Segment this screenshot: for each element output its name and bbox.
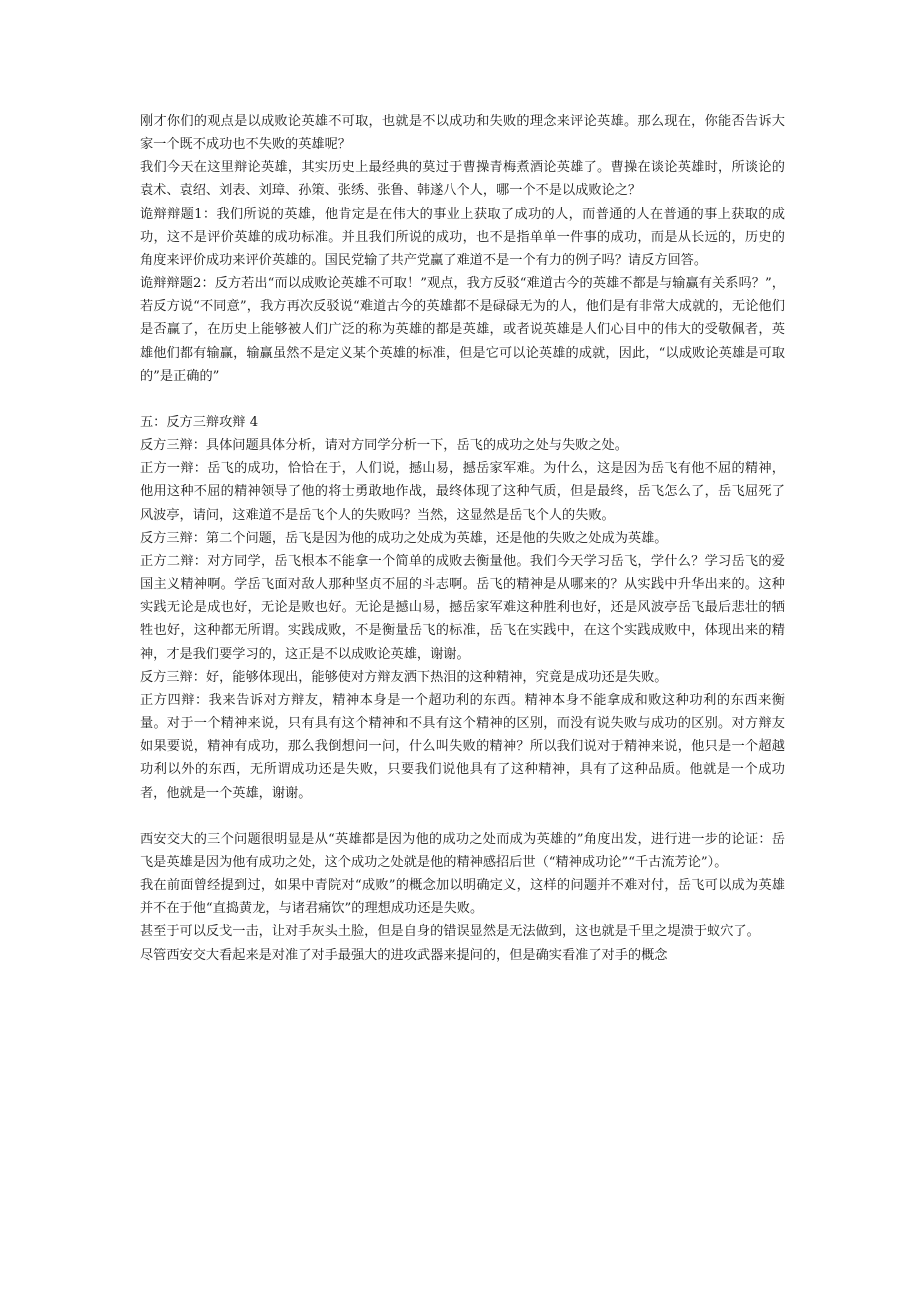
paragraph-pro-first-a1: 正方一辩：岳飞的成功，恰恰在于，人们说，撼山易，撼岳家军难。为什么，这是因为岳飞有他不屈的精神，他用这种不屈的精神领导了他的将士勇敢地作战，最终体现了这种气质，但是最终，岳飞怎么了，岳飞屈死了风波亭，请问，这难道不是岳飞个人的失败吗？当然，这显然是岳飞个人的失败。 <box>140 461 785 523</box>
paragraph-pro-fourth-a3: 正方四辩：我来告诉对方辩友，精神本身是一个超功利的东西。精神本身不能拿成和败这种功利的东西来衡量。对于一个精神来说，只有具有这个精神和不具有这个精神的区别，而没有说失败与成功的区别。对方辩友如果要说，精神有成功，那么我倒想问一问，什么叫失败的精神？所以我们说对于精神来说，他只是一个超越功利以外的东西，无所谓成功还是失败，只要我们说他具有了这种精神，具有了这种品质。他就是一个成功者，他就是一个英雄，谢谢。 <box>140 692 785 801</box>
section-heading: 五：反方三辩攻辩 4 <box>140 415 259 431</box>
paragraph-con-third-q2: 反方三辩：第二个问题，岳飞是因为他的成功之处成为英雄，还是他的失败之处成为英雄。 <box>140 530 668 546</box>
paragraph-pro-second-a2: 正方二辩：对方同学，岳飞根本不能拿一个简单的成败去衡量他。我们今天学习岳飞，学什么？学习岳飞的爱国主义精神啊。学岳飞面对敌人那种坚贞不屈的斗志啊。岳飞的精神是从哪来的？从实践中升华出来的。这种实践无论是成也好，无论是败也好。无论是撼山易，撼岳家军难这种胜利也好，还是风波亭岳飞最后悲壮的牺牲也好，这种都无所谓。实践成败，不是衡量岳飞的标准，岳飞在实践中，在这个实践成败中，体现出来的精神，才是我们要学习的，这正是不以成败论英雄，谢谢。 <box>140 553 785 662</box>
paragraph-analysis-3: 甚至于可以反戈一击，让对手灰头土脸，但是自身的错误显然是无法做到，这也就是千里之堤溃于蚁穴了。 <box>140 924 760 940</box>
paragraph-cao-cao: 我们今天在这里辩论英雄，其实历史上最经典的莫过于曹操青梅煮酒论英雄了。曹操在谈论英雄时，所谈论的袁术、袁绍、刘表、刘璋、孙策、张绣、张鲁、韩遂八个人，哪一个不是以成败论之？ <box>140 160 785 199</box>
paragraph-sophistry-1: 诡辩辩题1：我们所说的英雄，他肯定是在伟大的事业上获取了成功的人，而普通的人在普通的事上获取的成功，这不是评价英雄的成功标准。并且我们所说的成功，也不是指单单一件事的成功，而是从长远的，历史的角度来评价成功来评价英雄的。国民党输了共产党赢了难道不是一个有力的例子吗？请反方回答。 <box>140 206 785 268</box>
blank-line <box>140 805 785 828</box>
paragraph-analysis-2: 我在前面曾经提到过，如果中青院对“成败”的概念加以明确定义，这样的问题并不难对付，岳飞可以成为英雄并不在于他“直捣黄龙，与诸君痛饮”的理想成功还是失败。 <box>140 878 785 917</box>
blank-line <box>140 388 785 411</box>
paragraph-analysis-4: 尽管西安交大看起来是对准了对手最强大的进攻武器来提问的，但是确实看准了对手的概念 <box>140 947 668 963</box>
paragraph-analysis-1: 西安交大的三个问题很明显是从“英雄都是因为他的成功之处而成为英雄的”角度出发，进行进一步的论证：岳飞是英雄是因为他有成功之处，这个成功之处就是他的精神感招后世（“精神成功论”“千古流芳论”）。 <box>140 831 785 870</box>
paragraph-con-third-q1: 反方三辩：具体问题具体分析，请对方同学分析一下，岳飞的成功之处与失败之处。 <box>140 438 628 454</box>
document-body <box>140 110 785 967</box>
paragraph-opening-question: 刚才你们的观点是以成败论英雄不可取，也就是不以成功和失败的理念来评论英雄。那么现在，你能否告诉大家一个既不成功也不失败的英雄呢？ <box>140 114 785 153</box>
paragraph-sophistry-2: 诡辩辩题2：反方若出“而以成败论英雄不可取！”观点，我方反驳“难道古今的英雄不都是与输赢有关系吗？”，若反方说“不同意”，我方再次反驳说“难道古今的英雄都不是碌碌无为的人，他们是有非常大成就的，无论他们是否赢了，在历史上能够被人们广泛的称为英雄的都是英雄，或者说英雄是人们心目中的伟大的受敬佩者，英雄他们都有输赢，输赢虽然不是定义某个英雄的标准，但是它可以论英雄的成就，因此，“以成败论英雄是可取的”是正确的” <box>140 276 785 384</box>
paragraph-con-third-q3: 反方三辩：好，能够体现出，能够使对方辩友洒下热泪的这种精神，究竟是成功还是失败。 <box>140 669 668 685</box>
